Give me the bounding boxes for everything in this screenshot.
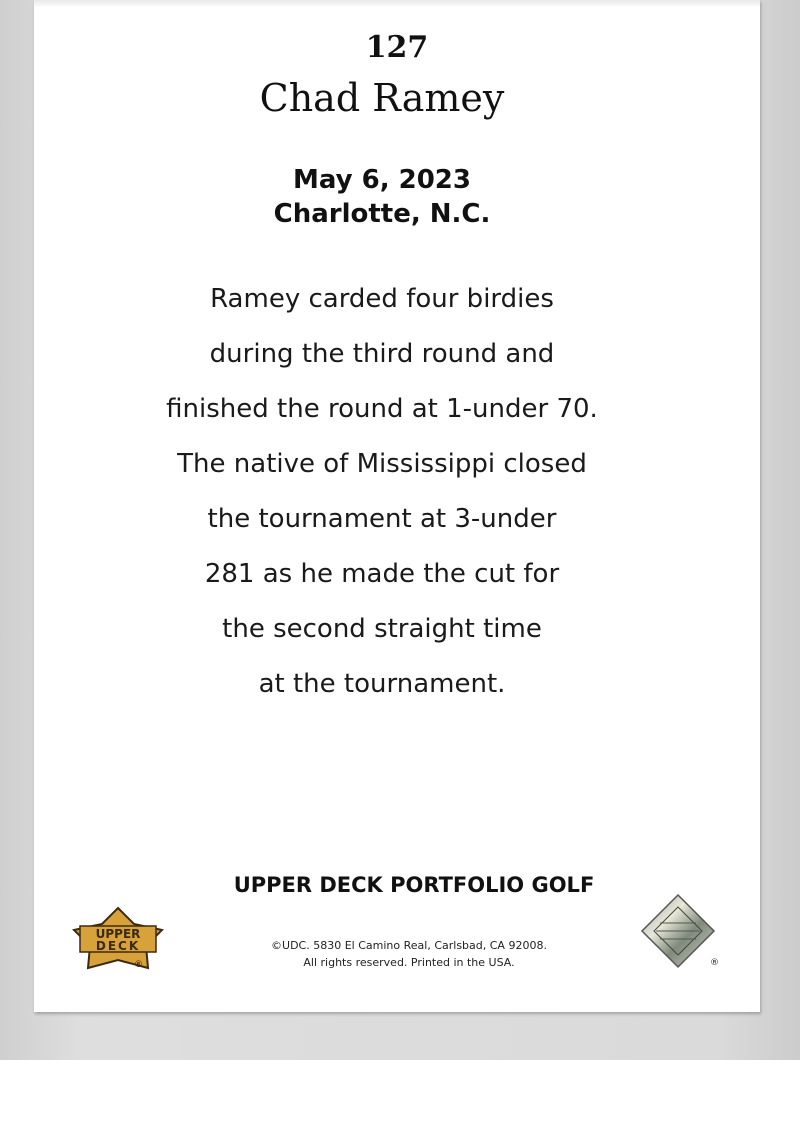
upper-deck-logo-icon: [72, 906, 164, 970]
upper-deck-hologram-icon: [640, 893, 716, 969]
bio-line: during the third round and: [209, 339, 555, 369]
event-date: May 6, 2023: [292, 165, 471, 195]
logo-text-bottom: DECK: [95, 939, 141, 953]
bio-line: Ramey carded four birdies: [210, 284, 554, 314]
copyright-line: All rights reserved. Printed in the USA.: [303, 956, 515, 969]
logo-text-top: UPPER: [95, 927, 141, 941]
card-number: 127: [365, 30, 429, 65]
hologram-registered-mark: ®: [710, 958, 719, 968]
copyright-line: ©UDC. 5830 El Camino Real, Carlsbad, CA 92008.: [271, 939, 547, 952]
bio-line: The native of Mississippi closed: [177, 449, 587, 479]
copyright: [234, 937, 584, 971]
bio-text: [134, 272, 630, 712]
player-name: Chad Ramey: [259, 76, 505, 120]
bio-line: the second straight time: [222, 614, 542, 644]
event-location: Charlotte, N.C.: [273, 199, 491, 229]
bio-line: finished the round at 1-under 70.: [166, 394, 598, 424]
card-back: [34, 0, 760, 1012]
brand-title: UPPER DECK PORTFOLIO GOLF: [233, 873, 595, 897]
bio-line: 281 as he made the cut for: [204, 559, 560, 589]
bio-line: the tournament at 3-under: [207, 504, 557, 534]
logo-registered-mark: ®: [134, 960, 143, 970]
scan-bottom-margin: [0, 1060, 800, 1134]
bio-line: at the tournament.: [258, 669, 506, 699]
card-top-edge: [34, 0, 760, 8]
